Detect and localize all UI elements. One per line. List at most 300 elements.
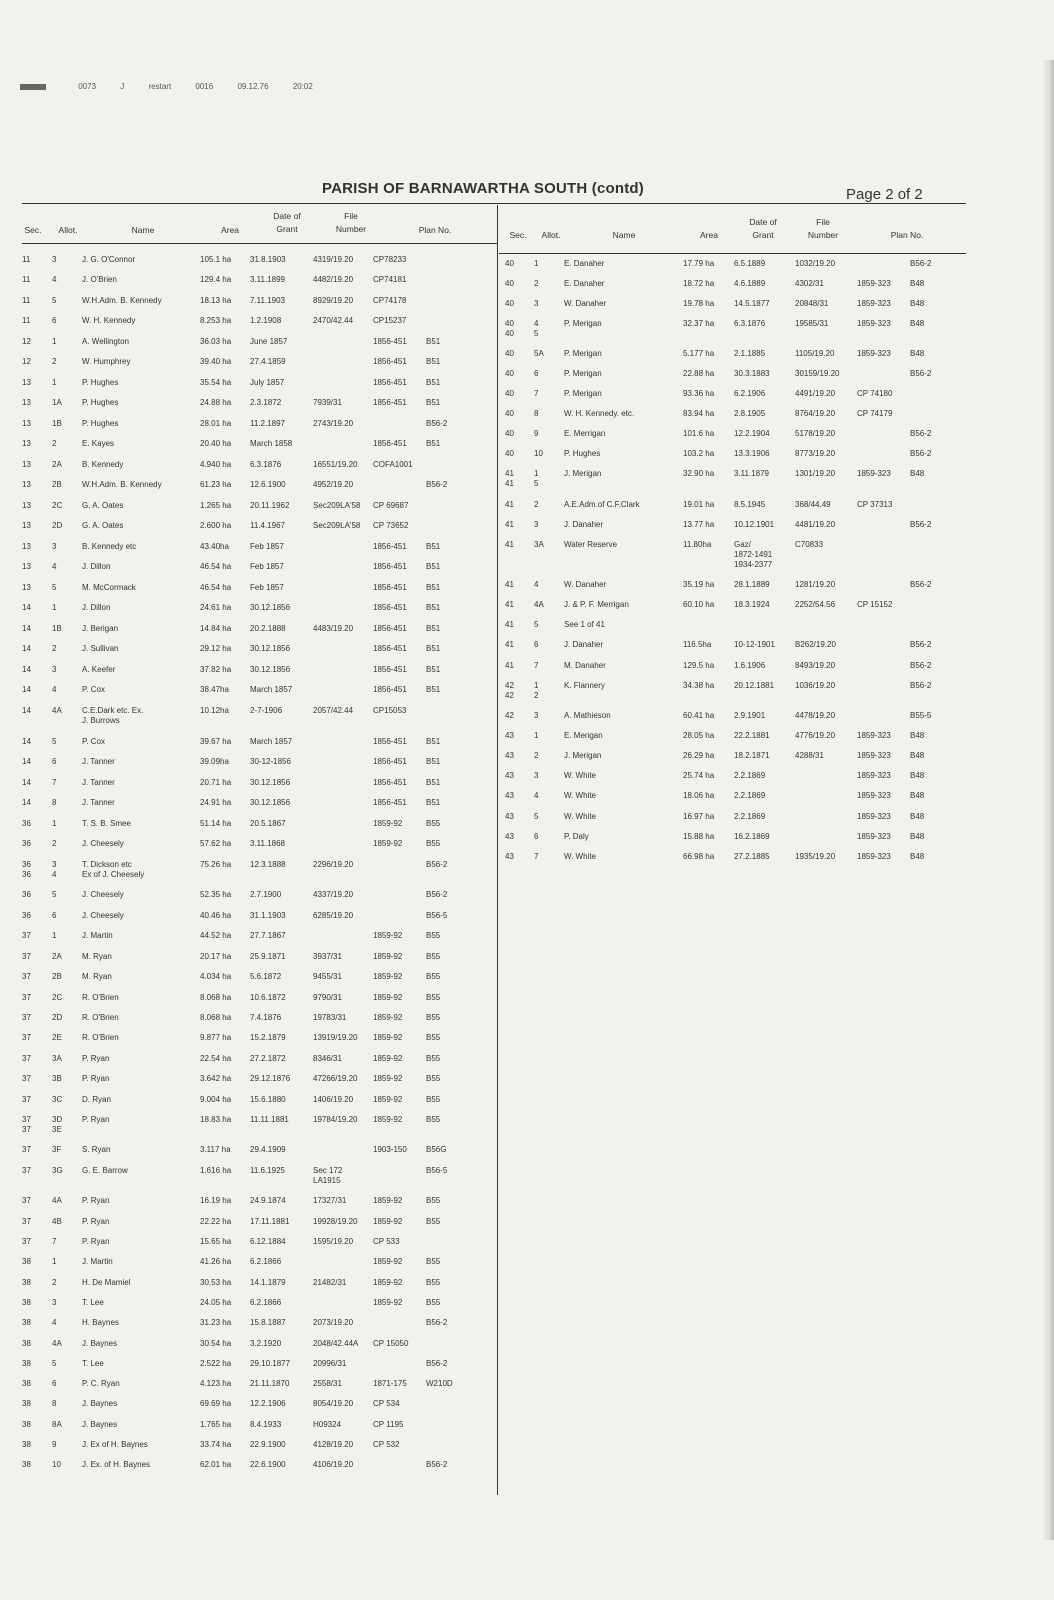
left-cell-date: 27.2.1872 [250, 1054, 286, 1063]
right-cell-date: 2.1.1885 [734, 349, 766, 358]
right-cell-plan2: B48 [910, 469, 925, 478]
right-cell-area: 60.41 ha [683, 711, 715, 720]
right-cell-plan1: CP 37313 [857, 500, 893, 509]
right-cell-sec: 43 [505, 812, 514, 821]
right-cell-sec: 41 [505, 520, 514, 529]
right-cell-plan1: 1859-323 [857, 731, 891, 740]
left-cell-allot: 1 [52, 378, 57, 387]
left-cell-plan2: B51 [426, 603, 441, 612]
left-cell-plan1: 1859-92 [373, 1115, 403, 1124]
left-cell-file: 3937/31 [313, 952, 342, 961]
right-cell-plan2: B48 [910, 791, 925, 800]
left-cell-file: Sec209LA'58 [313, 521, 361, 530]
left-cell-date: 2.7.1900 [250, 890, 282, 899]
left-cell-plan1: 1903-150 [373, 1145, 407, 1154]
left-cell-allot: 4A [52, 706, 62, 715]
right-cell-sec: 43 [505, 832, 514, 841]
left-cell-area: 10.12ha [200, 706, 229, 715]
left-cell-sec: 37 [22, 1013, 31, 1022]
left-cell-area: 24.61 ha [200, 603, 232, 612]
left-cell-area: 4.034 ha [200, 972, 232, 981]
right-cell-name: P. Merigan [564, 369, 602, 378]
top-rule [22, 203, 966, 204]
left-cell-name: P. Ryan [82, 1054, 110, 1063]
right-cell-date: 2.9.1901 [734, 711, 766, 720]
left-cell-allot: 4 [52, 562, 57, 571]
left-cell-plan2: B51 [426, 665, 441, 674]
right-cell-plan1: CP 74179 [857, 409, 893, 418]
left-cell-date: June 1857 [250, 337, 288, 346]
left-cell-sec: 37 [22, 1054, 31, 1063]
left-cell-area: 35.54 ha [200, 378, 232, 387]
left-cell-allot: 2 [52, 839, 57, 848]
right-cell-sec: 43 [505, 751, 514, 760]
left-cell-file: 19928/19.20 [313, 1217, 358, 1226]
left-cell-name: J. Ex. of H. Baynes [82, 1460, 151, 1469]
right-cell-area: 16.97 ha [683, 812, 715, 821]
left-cell-allot: 1 [52, 819, 57, 828]
right-cell-plan2: B48 [910, 771, 925, 780]
left-cell-plan1: 1856-451 [373, 378, 407, 387]
right-cell-sec: 42 [505, 711, 514, 720]
left-cell-name: T. S. B. Smee [82, 819, 131, 828]
left-cell-area: 41.26 ha [200, 1257, 232, 1266]
left-cell-file: 1406/19.20 [313, 1095, 354, 1104]
left-cell-name: H. Baynes [82, 1318, 119, 1327]
left-cell-plan2: B51 [426, 439, 441, 448]
left-cell-date: 3.2.1920 [250, 1339, 282, 1348]
left-cell-plan2: B51 [426, 583, 441, 592]
right-cell-plan2: B48 [910, 349, 925, 358]
left-cell-allot: 2C [52, 993, 63, 1002]
left-cell-sec: 38 [22, 1278, 31, 1287]
right-cell-allot: 3A [534, 540, 544, 549]
right-cell-plan1: 1859-323 [857, 852, 891, 861]
right-cell-area: 15.88 ha [683, 832, 715, 841]
left-cell-name: J. Cheesely [82, 890, 124, 899]
right-cell-plan1: 1859-323 [857, 349, 891, 358]
right-cell-area: 93.36 ha [683, 389, 715, 398]
right-cell-sec: 40 [505, 279, 514, 288]
left-cell-allot: 1A [52, 398, 62, 407]
left-cell-date: 15.2.1879 [250, 1033, 286, 1042]
left-cell-name: G. A. Oates [82, 501, 124, 510]
left-cell-date: 29.4.1909 [250, 1145, 286, 1154]
right-cell-sec: 40 40 [505, 319, 514, 338]
right-cell-plan1: CP 74180 [857, 389, 893, 398]
left-cell-date: 10.6.1872 [250, 993, 286, 1002]
left-cell-allot: 8A [52, 1420, 62, 1429]
left-cell-plan1: CP 534 [373, 1399, 400, 1408]
left-cell-plan1: 1856-451 [373, 798, 407, 807]
left-cell-area: 39.09ha [200, 757, 229, 766]
left-cell-file: 8346/31 [313, 1054, 342, 1063]
left-cell-date: 30.12.1856 [250, 603, 291, 612]
left-cell-file: Sec 172 LA1915 [313, 1166, 343, 1185]
left-cell-date: 3.11.1868 [250, 839, 285, 848]
right-cell-date: 16.2.1869 [734, 832, 770, 841]
left-cell-sec: 37 [22, 1074, 31, 1083]
right-cell-date: 6.3.1876 [734, 319, 766, 328]
left-cell-plan2: B55 [426, 819, 441, 828]
left-cell-area: 52.35 ha [200, 890, 232, 899]
left-cell-allot: 3 4 [52, 860, 57, 879]
left-cell-name: M. Ryan [82, 952, 112, 961]
right-cell-allot: 6 [534, 640, 539, 649]
right-cell-plan1: 1859-323 [857, 832, 891, 841]
left-cell-plan1: 1856-451 [373, 644, 407, 653]
left-cell-file: 4319/19.20 [313, 255, 354, 264]
left-cell-sec: 36 [22, 819, 31, 828]
left-cell-allot: 6 [52, 1379, 57, 1388]
left-cell-area: 8.068 ha [200, 1013, 232, 1022]
left-cell-allot: 4A [52, 1196, 62, 1205]
left-cell-area: 9.877 ha [200, 1033, 232, 1042]
left-cell-sec: 14 [22, 644, 31, 653]
right-cell-area: 103.2 ha [683, 449, 715, 458]
left-cell-plan1: 1856-451 [373, 542, 407, 551]
right-header-file: File Number [807, 217, 839, 240]
left-cell-date: 6.2.1866 [250, 1257, 282, 1266]
left-cell-name: J. Martin [82, 931, 113, 940]
left-cell-sec: 38 [22, 1420, 31, 1429]
left-cell-file: 2296/19.20 [313, 860, 354, 869]
left-cell-file: 4482/19.20 [313, 275, 354, 284]
header-strip [20, 82, 335, 91]
left-cell-name: G. A. Oates [82, 521, 124, 530]
left-cell-plan2: B51 [426, 757, 441, 766]
left-cell-allot: 3 [52, 542, 57, 551]
left-cell-area: 9.004 ha [200, 1095, 232, 1104]
left-cell-file: 9455/31 [313, 972, 342, 981]
right-cell-date: 20.12.1881 [734, 681, 775, 690]
left-cell-allot: 9 [52, 1440, 57, 1449]
left-cell-area: 43.40ha [200, 542, 229, 551]
right-cell-name: M. Danaher [564, 661, 606, 670]
left-cell-file: 8929/19.20 [313, 296, 354, 305]
right-cell-file: 1301/19.20 [795, 469, 836, 478]
left-cell-plan2: B55 [426, 1115, 441, 1124]
left-cell-plan2: B55 [426, 1095, 441, 1104]
scan-edge-shadow [1042, 60, 1054, 1540]
left-cell-plan2: B51 [426, 357, 441, 366]
left-cell-allot: 1 [52, 1257, 57, 1266]
left-cell-allot: 6 [52, 757, 57, 766]
left-cell-area: 18.13 ha [200, 296, 232, 305]
left-cell-date: 25.9.1871 [250, 952, 286, 961]
header-date: 09.12.76 [237, 82, 269, 91]
left-cell-name: A. Wellington [82, 337, 129, 346]
right-cell-date: 18.2.1871 [734, 751, 770, 760]
left-header-rule [22, 243, 497, 244]
right-cell-file: 20848/31 [795, 299, 829, 308]
left-cell-area: 2.600 ha [200, 521, 232, 530]
right-cell-allot: 6 [534, 369, 539, 378]
left-cell-allot: 2B [52, 480, 62, 489]
left-cell-allot: 2A [52, 460, 62, 469]
left-cell-file: 21482/31 [313, 1278, 347, 1287]
left-cell-plan1: 1859-92 [373, 1278, 403, 1287]
right-cell-sec: 43 [505, 771, 514, 780]
right-cell-plan2: B48 [910, 751, 925, 760]
right-cell-plan2: B48 [910, 852, 925, 861]
left-cell-date: 31.1.1903 [250, 911, 286, 920]
right-cell-name: E. Merrigan [564, 429, 606, 438]
right-cell-plan2: B56-2 [910, 429, 932, 438]
left-cell-sec: 13 [22, 501, 31, 510]
right-cell-allot: 2 [534, 500, 539, 509]
left-cell-name: T. Lee [82, 1359, 104, 1368]
left-cell-allot: 2 [52, 1278, 57, 1287]
right-cell-area: 13.77 ha [683, 520, 715, 529]
right-cell-name: P. Daly [564, 832, 589, 841]
left-cell-plan1: CP74181 [373, 275, 407, 284]
left-cell-date: 30.12.1856 [250, 665, 291, 674]
right-cell-name: W. White [564, 791, 597, 800]
left-cell-plan1: CP 15050 [373, 1339, 409, 1348]
left-cell-name: R. O'Brien [82, 1033, 119, 1042]
left-cell-sec: 37 [22, 1095, 31, 1104]
right-cell-name: W. Danaher [564, 580, 607, 589]
left-cell-area: 22.54 ha [200, 1054, 232, 1063]
left-cell-allot: 1 [52, 931, 57, 940]
right-cell-date: 10.12.1901 [734, 520, 775, 529]
right-cell-allot: 1 [534, 259, 539, 268]
right-cell-area: 101.6 ha [683, 429, 715, 438]
left-cell-name: P. Ryan [82, 1196, 110, 1205]
left-cell-area: 38.47ha [200, 685, 229, 694]
left-cell-plan1: 1871-175 [373, 1379, 407, 1388]
left-cell-sec: 14 [22, 685, 31, 694]
right-cell-plan1: 1859-323 [857, 279, 891, 288]
left-cell-allot: 5 [52, 583, 57, 592]
right-cell-date: 4.6.1889 [734, 279, 766, 288]
left-cell-allot: 4 [52, 685, 57, 694]
left-cell-plan2: B55 [426, 1278, 441, 1287]
left-cell-date: 12.3.1888 [250, 860, 286, 869]
left-cell-sec: 14 [22, 757, 31, 766]
left-cell-name: S. Ryan [82, 1145, 111, 1154]
left-cell-sec: 13 [22, 378, 31, 387]
right-cell-name: A. Mathieson [564, 711, 611, 720]
left-cell-file: H09324 [313, 1420, 342, 1429]
left-cell-allot: 2A [52, 952, 62, 961]
left-cell-name: R. O'Brien [82, 993, 119, 1002]
left-cell-sec: 36 [22, 890, 31, 899]
left-cell-allot: 3C [52, 1095, 63, 1104]
left-cell-area: 2.522 ha [200, 1359, 232, 1368]
left-cell-sec: 13 [22, 542, 31, 551]
right-cell-plan1: 1859-323 [857, 299, 891, 308]
right-cell-name: E. Danaher [564, 259, 605, 268]
left-cell-plan1: CP78233 [373, 255, 407, 264]
right-cell-date: Gaz/ 1872-1491 1934-2377 [734, 540, 773, 569]
right-cell-date: 2.8.1905 [734, 409, 766, 418]
left-cell-plan1: 1859-92 [373, 1074, 403, 1083]
left-cell-plan1: 1859-92 [373, 952, 403, 961]
right-cell-sec: 40 [505, 259, 514, 268]
page-title: PARISH OF BARNAWARTHA SOUTH (contd) [322, 180, 644, 197]
left-cell-area: 1.616 ha [200, 1166, 232, 1175]
left-cell-plan1: CP15053 [373, 706, 407, 715]
left-cell-area: 24.05 ha [200, 1298, 232, 1307]
left-cell-plan2: B56-2 [426, 860, 448, 869]
right-cell-sec: 41 [505, 540, 514, 549]
redaction-block [20, 84, 46, 90]
left-cell-allot: 2B [52, 972, 62, 981]
left-cell-name: P. Ryan [82, 1074, 110, 1083]
left-cell-plan2: B51 [426, 542, 441, 551]
right-cell-name: W. H. Kennedy. etc. [564, 409, 635, 418]
right-header-plan: Plan No. [890, 230, 924, 240]
left-cell-allot: 7 [52, 778, 57, 787]
left-cell-name: W.H.Adm. B. Kennedy [82, 480, 162, 489]
left-cell-plan2: B56-5 [426, 911, 448, 920]
left-cell-name: P. Ryan [82, 1217, 110, 1226]
left-cell-area: 30.53 ha [200, 1278, 232, 1287]
left-cell-file: 8054/19.20 [313, 1399, 354, 1408]
left-cell-file: 2048/42.44A [313, 1339, 359, 1348]
right-header-rule [499, 253, 966, 254]
left-cell-date: 1.2.1908 [250, 316, 282, 325]
left-cell-area: 51.14 ha [200, 819, 232, 828]
left-cell-plan1: 1856-451 [373, 665, 407, 674]
left-cell-plan2: B55 [426, 1074, 441, 1083]
left-cell-name: P. C. Ryan [82, 1379, 120, 1388]
right-cell-date: 1.6.1906 [734, 661, 766, 670]
left-cell-area: 20.40 ha [200, 439, 232, 448]
left-cell-sec: 13 [22, 439, 31, 448]
left-cell-date: 6.12.1884 [250, 1237, 286, 1246]
left-cell-file: 19784/19.20 [313, 1115, 358, 1124]
left-cell-allot: 10 [52, 1460, 61, 1469]
left-cell-date: 12.2.1906 [250, 1399, 286, 1408]
right-cell-allot: 3 [534, 711, 539, 720]
left-cell-sec: 12 [22, 337, 31, 346]
left-cell-sec: 37 [22, 931, 31, 940]
left-cell-sec: 38 [22, 1460, 31, 1469]
left-cell-name: J. Baynes [82, 1339, 118, 1348]
left-cell-sec: 14 [22, 665, 31, 674]
right-header-name: Name [612, 230, 636, 240]
right-cell-sec: 41 [505, 500, 514, 509]
left-cell-name: P. Hughes [82, 398, 119, 407]
left-cell-plan1: 1856-451 [373, 562, 407, 571]
left-cell-plan1: 1859-92 [373, 839, 403, 848]
left-cell-plan1: 1859-92 [373, 1054, 403, 1063]
left-cell-sec: 37 [22, 1217, 31, 1226]
left-cell-allot: 3 [52, 255, 57, 264]
left-cell-name: E. Kayes [82, 439, 115, 448]
left-cell-plan2: B55 [426, 1054, 441, 1063]
left-cell-file: 4952/19.20 [313, 480, 354, 489]
left-cell-area: 3.642 ha [200, 1074, 232, 1083]
right-cell-name: J. Danaher [564, 640, 604, 649]
right-cell-file: 4288/31 [795, 751, 824, 760]
left-cell-name: J. Cheesely [82, 911, 124, 920]
left-cell-name: W. H. Kennedy [82, 316, 136, 325]
left-cell-name: J. Tanner [82, 798, 115, 807]
right-cell-area: 34.38 ha [683, 681, 715, 690]
left-cell-name: J. Dillon [82, 603, 111, 612]
left-cell-plan2: B55 [426, 1298, 441, 1307]
left-cell-area: 20.17 ha [200, 952, 232, 961]
left-cell-name: J. Dillon [82, 562, 111, 571]
left-cell-plan2: B56G [426, 1145, 447, 1154]
right-cell-area: 18.06 ha [683, 791, 715, 800]
right-cell-date: 30.3.1883 [734, 369, 770, 378]
right-cell-date: 13.3.1906 [734, 449, 770, 458]
right-cell-area: 83.94 ha [683, 409, 715, 418]
left-cell-allot: 1B [52, 419, 62, 428]
left-cell-file: 16551/19.20 [313, 460, 358, 469]
right-cell-name: W. White [564, 771, 597, 780]
left-cell-area: 8.253 ha [200, 316, 232, 325]
right-cell-sec: 41 [505, 580, 514, 589]
right-cell-file: B262/19.20 [795, 640, 836, 649]
left-cell-file: 9790/31 [313, 993, 342, 1002]
left-cell-name: H. De Mamiel [82, 1278, 131, 1287]
right-cell-file: 1105/19.20 [795, 349, 835, 358]
right-cell-plan1: 1859-323 [857, 751, 891, 760]
right-cell-file: 19585/31 [795, 319, 829, 328]
left-cell-plan1: 1859-92 [373, 972, 403, 981]
right-cell-sec: 40 [505, 349, 514, 358]
right-cell-plan2: B56-2 [910, 369, 932, 378]
left-cell-date: 12.6.1900 [250, 480, 286, 489]
left-header-date: Date of Grant [273, 211, 301, 234]
right-cell-plan1: 1859-323 [857, 469, 891, 478]
right-cell-name: J. Merigan [564, 751, 602, 760]
left-cell-date: 14.1.1879 [250, 1278, 286, 1287]
right-cell-plan2: B55-5 [910, 711, 932, 720]
right-cell-name: K. Flannery [564, 681, 605, 690]
left-cell-name: W. Humphrey [82, 357, 131, 366]
right-cell-plan1: 1859-323 [857, 319, 891, 328]
left-cell-allot: 3 [52, 665, 57, 674]
right-cell-area: 129.5 ha [683, 661, 715, 670]
left-cell-file: 4337/19.20 [313, 890, 354, 899]
right-cell-allot: 7 [534, 852, 539, 861]
left-cell-sec: 37 [22, 1033, 31, 1042]
right-cell-name: E. Merigan [564, 731, 603, 740]
left-cell-date: March 1857 [250, 737, 293, 746]
left-cell-plan1: 1856-451 [373, 439, 407, 448]
right-cell-plan2: B48 [910, 299, 925, 308]
left-cell-plan2: B55 [426, 1196, 441, 1205]
right-cell-plan1: 1859-323 [857, 812, 891, 821]
right-header-area: Area [700, 230, 718, 240]
left-cell-plan2: B55 [426, 1217, 441, 1226]
right-cell-sec: 40 [505, 389, 514, 398]
left-cell-plan1: 1859-92 [373, 1196, 403, 1205]
left-cell-date: March 1858 [250, 439, 293, 448]
left-cell-name: T. Dickson etc Ex of J. Cheesely [82, 860, 145, 879]
left-cell-date: 24.9.1874 [250, 1196, 286, 1205]
left-cell-file: 13919/19.20 [313, 1033, 358, 1042]
left-cell-area: 20.71 ha [200, 778, 232, 787]
left-cell-date: 17.11.1881 [250, 1217, 290, 1226]
left-cell-file: 2470/42.44 [313, 316, 354, 325]
right-cell-file: C70833 [795, 540, 824, 549]
left-cell-area: 30.54 ha [200, 1339, 232, 1348]
left-cell-area: 14.84 ha [200, 624, 232, 633]
right-cell-allot: 5 [534, 620, 539, 629]
left-cell-sec: 36 36 [22, 860, 31, 879]
left-cell-area: 57.62 ha [200, 839, 232, 848]
right-cell-allot: 4 5 [534, 319, 539, 338]
right-cell-file: 4478/19.20 [795, 711, 836, 720]
